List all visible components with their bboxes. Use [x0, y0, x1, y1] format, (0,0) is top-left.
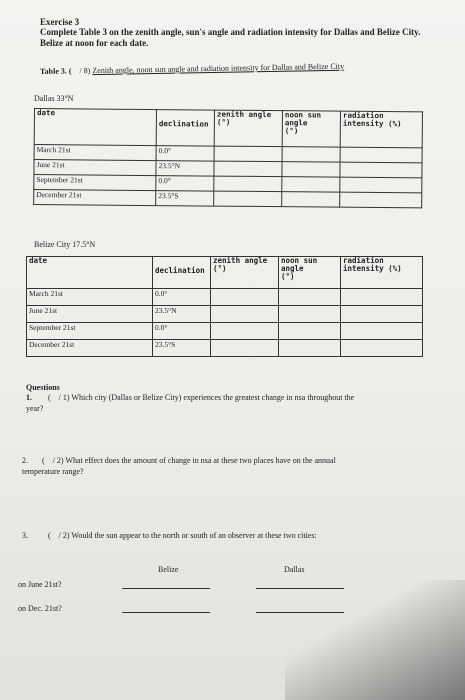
instructions-line-1: Complete Table 3 on the zenith angle, sun's angle and radiation intensity for Dallas and Belize City.	[40, 27, 421, 37]
belize-col-zenith: zenith angle (°)	[211, 257, 279, 289]
table-cell-noon[interactable]	[282, 192, 340, 208]
table-caption	[40, 62, 344, 76]
table-cell-radiation[interactable]	[340, 162, 422, 178]
belize-col-noon: noon sun angle (°)	[279, 257, 341, 289]
table-cell-declination: 23.5°N	[153, 306, 211, 323]
table-cell-date: December 21st	[27, 340, 153, 357]
photo-shadow	[285, 580, 465, 700]
dallas-col-zenith: zenith angle (°)	[214, 110, 282, 147]
question-1-cont: year?	[26, 404, 44, 413]
belize-col-radiation: radiation intensity (%)	[341, 257, 423, 289]
table-caption-points: / 8)	[79, 66, 91, 76]
dallas-col-noon: noon sun angle (°)	[282, 111, 340, 148]
table-cell-date: December 21st	[34, 190, 156, 206]
table-cell-zenith[interactable]	[214, 191, 282, 207]
table-cell-radiation[interactable]	[341, 289, 423, 306]
table-cell-radiation[interactable]	[340, 147, 422, 163]
belize-table	[26, 256, 423, 357]
table-cell-noon[interactable]	[282, 162, 340, 178]
table-cell-zenith[interactable]	[211, 289, 279, 306]
table-cell-declination: 23.5°N	[156, 161, 214, 177]
belize-heading: Belize City 17.5°N	[34, 240, 96, 249]
table-caption-label: Table 3. (	[39, 66, 72, 76]
table-cell-declination: 23.5°S	[156, 191, 214, 207]
table-cell-noon[interactable]	[282, 147, 340, 163]
dallas-col-radiation: radiation intensity (%)	[340, 111, 422, 148]
table-cell-zenith[interactable]	[214, 146, 282, 162]
dallas-heading: Dallas 33°N	[34, 94, 74, 103]
question-1: 1. ( / 1) Which city (Dallas or Belize City) experiences the greatest change in nsa throughout the	[26, 393, 355, 402]
belize-col-date: date	[27, 257, 153, 289]
table-cell-radiation[interactable]	[341, 306, 423, 323]
table-cell-zenith[interactable]	[211, 323, 279, 340]
table-cell-date: September 21st	[27, 323, 153, 340]
instructions-line-2: Belize at noon for each date.	[40, 38, 149, 48]
table-cell-declination: 0.0°	[153, 323, 211, 340]
table-cell-zenith[interactable]	[214, 161, 282, 177]
table-cell-date: March 21st	[27, 289, 153, 306]
column-dallas: Dallas	[284, 565, 305, 574]
table-cell-radiation[interactable]	[341, 323, 423, 340]
belize-col-declination: declination	[153, 257, 211, 289]
exercise-title: Exercise 3	[40, 17, 80, 27]
table-cell-radiation[interactable]	[340, 177, 422, 193]
question-2-cont: temperature range?	[22, 467, 84, 476]
dallas-col-date: date	[34, 109, 156, 146]
table-cell-zenith[interactable]	[211, 306, 279, 323]
row-dec: on Dec. 21st?	[18, 604, 62, 613]
table-cell-noon[interactable]	[279, 289, 341, 306]
column-belize: Belize	[158, 565, 179, 574]
answer-june-belize[interactable]	[122, 588, 210, 589]
row-june: on June 21st?	[18, 580, 62, 589]
table-caption-text: Zenith angle, noon sun angle and radiation intensity for Dallas and Belize City	[92, 61, 345, 76]
table-cell-radiation[interactable]	[340, 192, 422, 208]
table-cell-radiation[interactable]	[341, 340, 423, 357]
dallas-col-declination: declination	[156, 110, 214, 147]
question-2: 2. ( / 2) What effect does the amount of change in nsa at these two places have on the annual	[22, 456, 336, 465]
table-cell-noon[interactable]	[279, 340, 341, 357]
dallas-table	[33, 108, 423, 208]
table-cell-noon[interactable]	[282, 177, 340, 193]
table-cell-declination: 0.0°	[156, 146, 214, 162]
table-cell-noon[interactable]	[279, 323, 341, 340]
table-cell-zenith[interactable]	[211, 340, 279, 357]
table-cell-noon[interactable]	[279, 306, 341, 323]
table-cell-declination: 0.0°	[156, 176, 214, 192]
table-cell-declination: 23.5°S	[153, 340, 211, 357]
question-3: 3. ( / 2) Would the sun appear to the north or south of an observer at these two cities:	[22, 531, 317, 540]
table-cell-date: June 21st	[27, 306, 153, 323]
table-cell-declination: 0.0°	[153, 289, 211, 306]
table-cell-date: June 21st	[34, 160, 156, 176]
table-cell-zenith[interactable]	[214, 176, 282, 192]
questions-heading: Questions	[26, 383, 60, 392]
answer-dec-belize[interactable]	[122, 612, 210, 613]
table-cell-date: March 21st	[34, 145, 156, 161]
table-cell-date: September 21st	[34, 175, 156, 191]
